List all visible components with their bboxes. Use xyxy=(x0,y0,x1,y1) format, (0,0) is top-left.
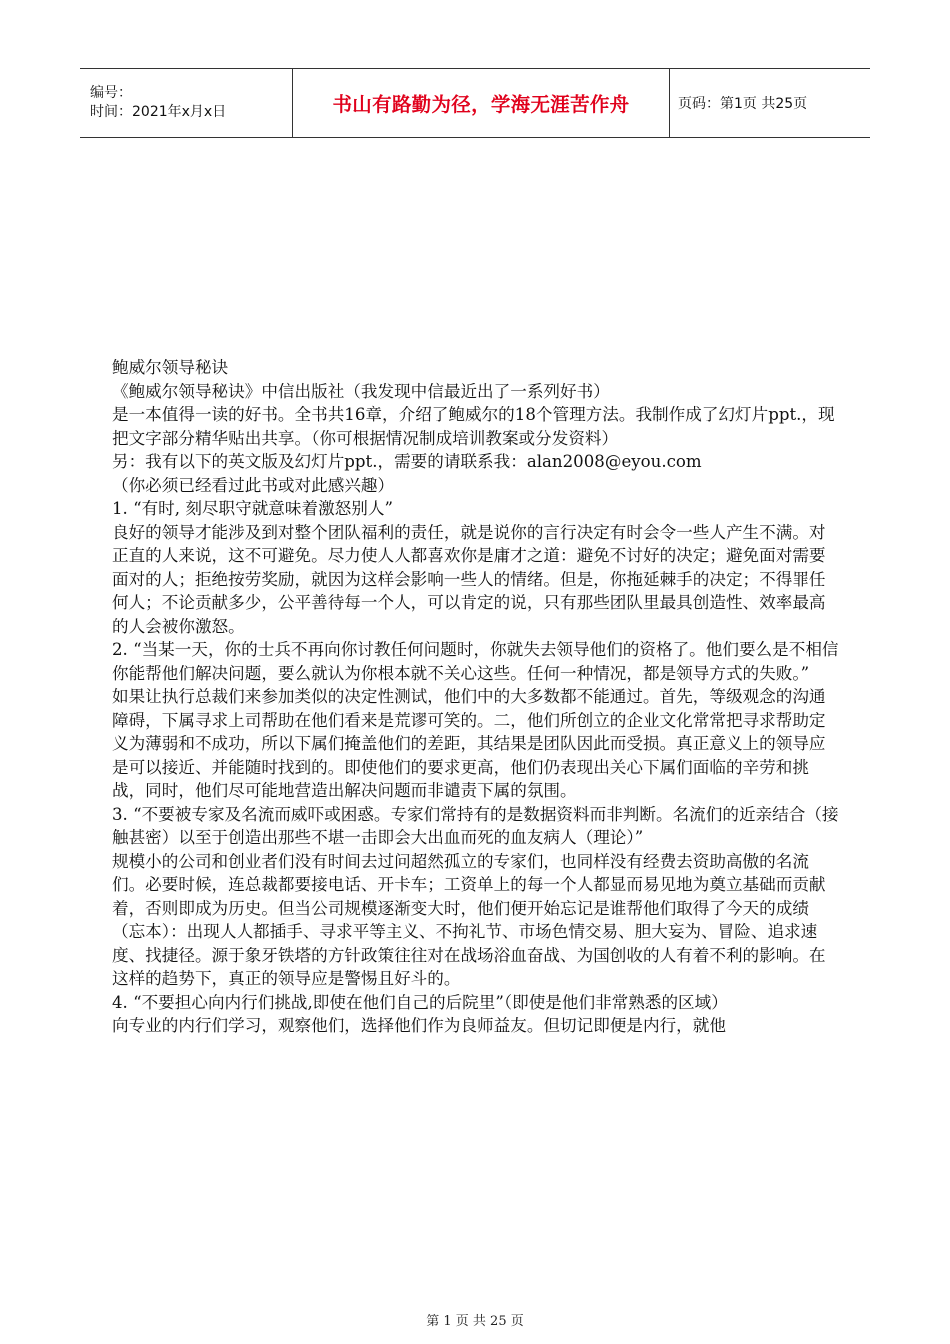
time-label: 时间：2021年x月x日 xyxy=(90,104,227,120)
paragraph: （你必须已经看过此书或对此感兴趣） xyxy=(112,475,395,495)
paragraph: 如果让执行总裁们来参加类似的决定性测试，他们中的大多数都不能通过。首先，等级观念的沟通障碍，下属寻求上司帮助在他们看来是荒谬可笑的。二，他们所创立的企业文化常常把寻求帮助定义为薄弱和不成功，所以下属们掩盖他们的差距，其结果是团队因此而受损。真正意义上的领导应是可以接近、并能随时找到的。即使他们的要求更高，他们仍表现出关心下属们面临的辛劳和挑战，同时，他们尽可能地营造出解决问题而非谴责下属的氛围。 xyxy=(112,687,826,800)
page-info: 页码：第1页 共25页 xyxy=(678,96,808,112)
header-motto-cell xyxy=(292,69,670,137)
paragraph: 向专业的内行们学习，观察他们，选择他们作为良师益友。但切记即便是内行，就他 xyxy=(112,1016,726,1035)
paragraph: 良好的领导才能涉及到对整个团队福利的责任，就是说你的言行决定有时会令一些人产生不满。对正直的人来说，这不可避免。尽力使人人都喜欢你是庸才之道：避免不讨好的决定；避免面对需要面对的人；拒绝按劳奖励，就因为这样会影响一些人的情绪。但是，你拖延棘手的决定；不得罪任何人；不论贡献多少，公平善待每一个人，可以肯定的说，只有那些团队里最具创造性、效率最高的人会被你激怒。 xyxy=(112,522,826,636)
paragraph: 《鲍威尔领导秘诀》中信出版社（我发现中信最近出了一系列好书） xyxy=(112,381,610,401)
header-meta xyxy=(80,69,292,137)
document-body xyxy=(112,356,842,1038)
doc-title: 鲍威尔领导秘诀 xyxy=(112,358,229,377)
header-page-info xyxy=(670,69,870,137)
paragraph: 另：我有以下的英文版及幻灯片ppt.，需要的请联系我：alan2008@eyou.com xyxy=(112,452,702,471)
paragraph: 规模小的公司和创业者们没有时间去过问超然孤立的专家们，也同样没有经费去资助高傲的名流们。必要时候，连总裁都要接电话、开卡车；工资单上的每一个人都显而易见地为奠立基础而贡献着，否则即成为历史。但当公司规模逐渐变大时，他们便开始忘记是谁帮他们取得了今天的成绩（忘本）：出现人人都插手、寻求平等主义、不拘礼节、市场色情交易、胆大妄为、冒险、追求速度、找捷径。源于象牙铁塔的方针政策往往对在战场浴血奋战、为国创收的人有着不利的影响。在这样的趋势下，真正的领导应是警惕且好斗的。 xyxy=(112,851,826,988)
motto: 书山有路勤为径，学海无涯苦作舟 xyxy=(332,93,630,116)
number-label: 编号： xyxy=(90,85,132,101)
section-heading: 2. “当某一天，你的士兵不再向你讨教任何问题时，你就失去领导他们的资格了。他们要么是不相信你能帮他们解决问题，要么就认为你根本就不关心这些。任何一种情况，都是领导方式的失败。” xyxy=(112,640,839,683)
page-header xyxy=(80,68,870,138)
section-heading: 4. “不要担心向内行们挑战,即使在他们自己的后院里”（即使是他们非常熟悉的区域） xyxy=(112,992,728,1012)
page-footer xyxy=(0,1310,950,1329)
paragraph: 是一本值得一读的好书。全书共16章，介绍了鲍威尔的18个管理方法。我制作成了幻灯片ppt.，现把文字部分精华贴出共享。（你可根据情况制成培训教案或分发资料） xyxy=(112,405,835,448)
section-heading: 1. “有时, 刻尽职守就意味着激怒别人” xyxy=(112,499,393,518)
footer-page-number: 第 1 页 共 25 页 xyxy=(426,1314,524,1329)
section-heading: 3. “不要被专家及名流而威吓或困惑。专家们常持有的是数据资料而非判断。名流们的近亲结合（接触甚密）以至于创造出那些不堪一击即会大出血而死的血友病人（理论）” xyxy=(112,804,839,847)
